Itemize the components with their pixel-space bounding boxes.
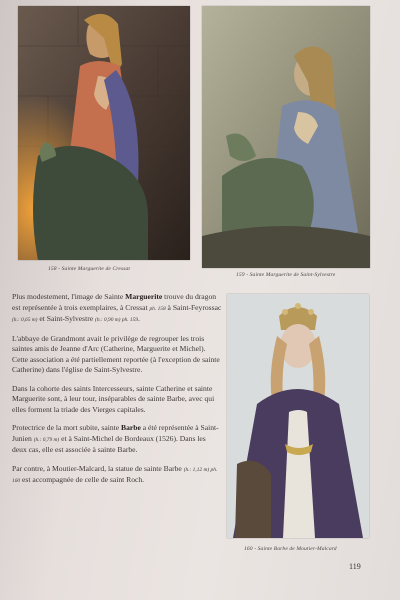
text-run: Protectrice de la mort subite, sainte (12, 423, 122, 432)
photo-sainte-barbe-moutier-malcard (227, 294, 369, 538)
text-run: a été représentée à Saint-Junien (12, 423, 219, 443)
text-run: et à Saint-Michel de Bordeaux (1526). Dans les deux cas, elle est associée à sainte Barbe. (12, 433, 206, 454)
paragraph-intercesseurs: Dans la cohorte des saints Intercesseurs, sainte Catherine et sainte Marguerite sont, à leur tour, inséparables de sainte Barbe, avec qui elles forment la triade des Vierges capitales. (12, 383, 215, 414)
height-reference: (h.: 0,65 m) (12, 317, 38, 323)
body-text (12, 292, 222, 495)
photo-reference: ph. 158 (149, 305, 166, 312)
photo-sainte-marguerite-cressat (18, 6, 190, 260)
photo-159-caption: 159 - Sainte Marguerite de Saint-Sylvestre (236, 272, 336, 278)
statue-image (18, 6, 190, 260)
statue-image (202, 6, 370, 268)
text-run: Plus modestement, l'image de Sainte (12, 292, 126, 301)
paragraph-barbe (12, 423, 222, 456)
text-run: à Saint-Feyrossac (165, 302, 222, 312)
photo-158-caption: 158 - Sainte Marguerite de Cressat (48, 266, 131, 272)
statue-image (227, 294, 369, 538)
page-number: 119 (349, 562, 361, 571)
paragraph-moutier-malcard (12, 464, 222, 487)
height-reference: (h.: 0,79 m) (33, 436, 60, 443)
paragraph-grandmont: L'abbaye de Grandmont avait le privilège de regrouper les trois saintes amis de Jeanne d'Arc (Catherine, Marguerite et Michel). Cette association a été partiellement reportée (à l'exception de sainte Catherine) dans l'église de Saint-Sylvestre. (12, 333, 220, 374)
photo-sainte-marguerite-saint-sylvestre (202, 6, 370, 268)
paragraph-marguerite (12, 292, 222, 326)
photo-reference: (h.: 0,90 m) ph. 159 (95, 317, 139, 323)
saint-name: Barbe (121, 423, 141, 432)
text-run: . (138, 314, 140, 323)
photo-reference: (h.: 1,12 m) ph. 160 (12, 466, 218, 484)
text-run: Par contre, à Moutier-Malcard, la statue de sainte Barbe (12, 463, 184, 473)
text-run: trouve du dragon est représentée à trois exemplaires, à Cressat (12, 292, 217, 312)
photo-160-caption: 160 - Sainte Barbe de Moutier-Malcard (244, 546, 337, 552)
saint-name: Marguerite (125, 292, 163, 301)
text-run: est accompagnée de celle de saint Roch. (20, 475, 145, 484)
text-run: et Saint-Sylvestre (37, 314, 96, 323)
